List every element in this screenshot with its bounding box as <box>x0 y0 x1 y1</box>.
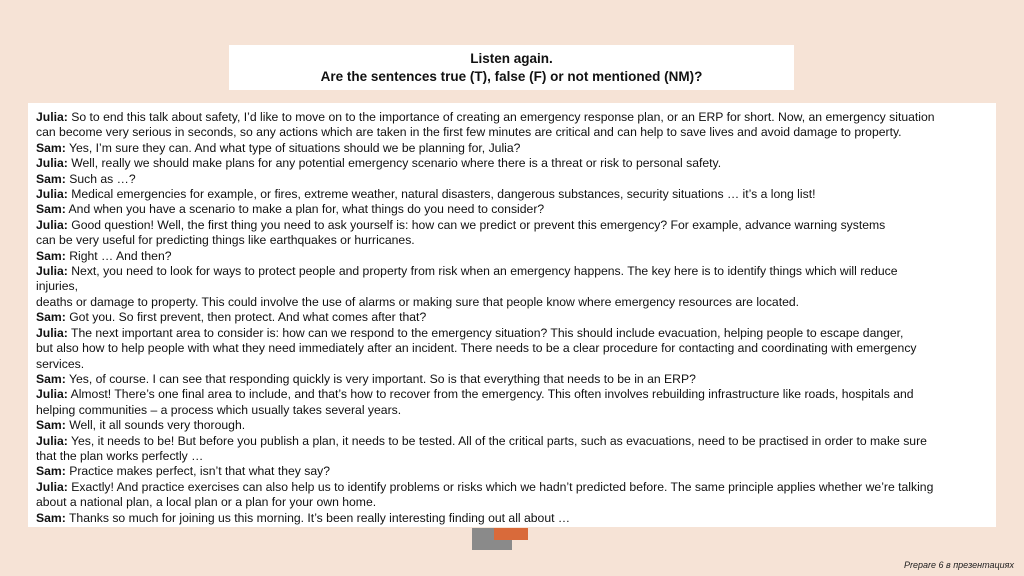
transcript-line <box>36 187 986 202</box>
speaker-name: Sam: <box>36 510 66 525</box>
utterance-text: helping communities – a process which usually takes several years. <box>36 402 402 417</box>
transcript-line <box>36 449 986 464</box>
speaker-name: Sam: <box>36 202 66 217</box>
speaker-name: Julia: <box>36 387 68 402</box>
speaker-name: Sam: <box>36 310 66 325</box>
transcript-line <box>36 418 986 433</box>
transcript-line <box>36 387 986 402</box>
footer-credit: Prepare 6 в презентациях <box>904 560 1014 570</box>
utterance-text: Next, you need to look for ways to protect people and property from risk when an emergency happens. The key here is to identify things which will reduce <box>71 264 898 279</box>
utterance-text: Practice makes perfect, isn’t that what they say? <box>69 464 330 479</box>
utterance-text: Such as …? <box>69 171 136 186</box>
transcript-line <box>36 218 986 233</box>
speaker-name: Julia: <box>36 264 68 279</box>
speaker-name: Julia: <box>36 110 68 124</box>
speaker-name: Julia: <box>36 187 68 202</box>
utterance-text: And when you have a scenario to make a plan for, what things do you need to consider? <box>68 202 545 217</box>
transcript-line <box>36 295 986 310</box>
utterance-text: Right … And then? <box>69 248 172 263</box>
speaker-name: Sam: <box>36 171 66 186</box>
speaker-name: Julia: <box>36 479 68 494</box>
utterance-text: Well, really we should make plans for any potential emergency scenario where there is a threat or risk to personal safety. <box>71 156 722 171</box>
utterance-text: about a national plan, a local plan or a plan for your own home. <box>36 495 377 510</box>
speaker-name: Sam: <box>36 418 66 433</box>
utterance-text: that the plan works perfectly … <box>36 448 204 463</box>
transcript-line <box>36 264 986 279</box>
speaker-name: Julia: <box>36 217 68 232</box>
transcript-line <box>36 125 986 140</box>
transcript-line <box>36 434 986 449</box>
utterance-text: Got you. So first prevent, then protect. And what comes after that? <box>69 310 427 325</box>
speaker-name: Sam: <box>36 140 66 155</box>
utterance-text: So to end this talk about safety, I’d like to move on to the importance of creating an emergency response plan, or an ERP for short. Now, an emergency situation <box>71 110 935 124</box>
title-line-1: Listen again. <box>470 51 553 66</box>
instruction-title <box>229 45 794 90</box>
utterance-text: injuries, <box>36 279 78 294</box>
utterance-text: Well, it all sounds very thorough. <box>69 418 246 433</box>
transcript-line <box>36 341 986 356</box>
utterance-text: Thanks so much for joining us this morning. It’s been really interesting finding out all about … <box>68 510 571 525</box>
utterance-text: services. <box>36 356 85 371</box>
transcript-line <box>36 249 986 264</box>
utterance-text: Yes, it needs to be! But before you publish a plan, it needs to be tested. All of the critical parts, such as evacuations, need to be practised in order to make sure <box>71 433 927 448</box>
transcript-box <box>28 103 996 527</box>
transcript-line <box>36 156 986 171</box>
transcript-line <box>36 233 986 248</box>
transcript-line <box>36 326 986 341</box>
transcript-line <box>36 372 986 387</box>
transcript-line <box>36 172 986 187</box>
speaker-name: Julia: <box>36 156 68 171</box>
transcript-line <box>36 495 986 510</box>
utterance-text: but also how to help people with what they need immediately after an incident. There needs to be a clear procedure for contacting and coordinating with emergency <box>36 341 917 356</box>
utterance-text: Good question! Well, the first thing you need to ask yourself is: how can we predict or prevent this emergency? For example, advance warning systems <box>71 217 886 232</box>
speaker-name: Sam: <box>36 464 66 479</box>
speaker-name: Julia: <box>36 433 68 448</box>
utterance-text: The next important area to consider is: how can we respond to the emergency situation? This should include evacuation, helping people to escape danger, <box>71 325 904 340</box>
title-line-2: Are the sentences true (T), false (F) or not mentioned (NM)? <box>320 69 703 84</box>
utterance-text: Yes, I’m sure they can. And what type of situations should we be planning for, Julia? <box>68 140 521 155</box>
transcript-line <box>36 141 986 156</box>
transcript-line <box>36 403 986 418</box>
speaker-name: Sam: <box>36 248 66 263</box>
utterance-text: Almost! There’s one final area to include, and that’s how to recover from the emergency. This often involves rebuilding infrastructure like roads, hospitals and <box>70 387 914 402</box>
transcript-line <box>36 464 986 479</box>
transcript-line <box>36 110 986 125</box>
transcript-line <box>36 511 986 526</box>
utterance-text: deaths or damage to property. This could involve the use of alarms or making sure that people know where emergency resources are located. <box>36 294 800 309</box>
speaker-name: Sam: <box>36 371 66 386</box>
decorative-block-orange <box>494 528 528 540</box>
transcript-line <box>36 310 986 325</box>
utterance-text: Exactly! And practice exercises can also help us to identify problems or risks which we hadn’t predicted before. The same principle applies whether we’re talking <box>71 479 934 494</box>
utterance-text: can become very serious in seconds, so any actions which are taken in the first few minutes are critical and can help to save lives and avoid damage to property. <box>36 125 902 140</box>
transcript-line <box>36 357 986 372</box>
utterance-text: Medical emergencies for example, or fires, extreme weather, natural disasters, dangerous substances, security situations … it’s a long list! <box>71 187 816 202</box>
utterance-text: can be very useful for predicting things like earthquakes or hurricanes. <box>36 233 415 248</box>
speaker-name: Julia: <box>36 325 68 340</box>
transcript-line <box>36 480 986 495</box>
transcript-line <box>36 279 986 294</box>
transcript-line <box>36 202 986 217</box>
utterance-text: Yes, of course. I can see that responding quickly is very important. So is that everything that needs to be in an ERP? <box>68 371 696 386</box>
